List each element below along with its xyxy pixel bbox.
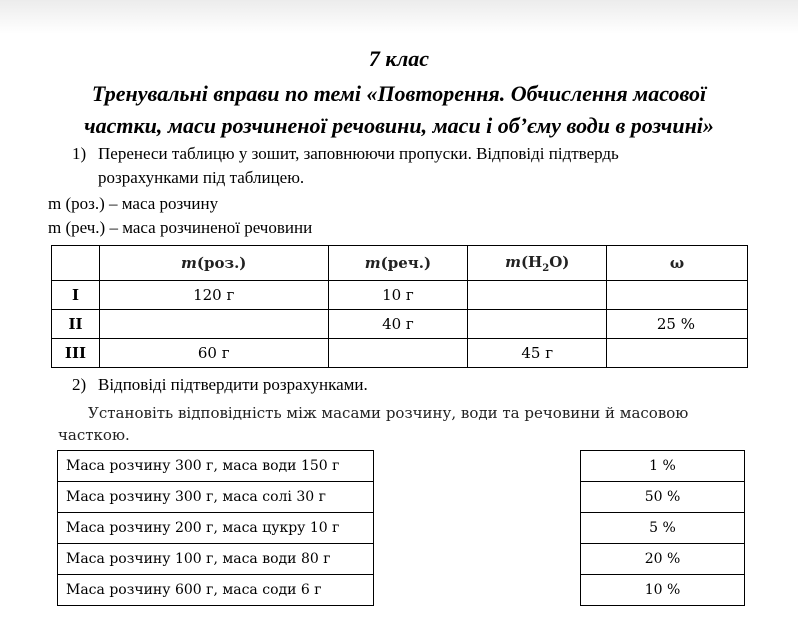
match-left-item: Маса розчину 600 г, маса соди 6 г xyxy=(58,575,374,606)
match-right-item: 5 % xyxy=(581,513,745,544)
table-row xyxy=(58,575,374,606)
title-line-1: Тренувальні вправи по темі «Повторення. Обчислення масової xyxy=(91,81,707,106)
task-1 xyxy=(72,142,619,190)
cell-solute: 40 г xyxy=(328,310,468,339)
header-mass-fraction: ω xyxy=(607,246,748,281)
cell-solution: 120 г xyxy=(99,281,328,310)
table-row xyxy=(58,513,374,544)
task-2-number: 2) xyxy=(72,375,87,394)
row-label: I xyxy=(52,281,100,310)
table-row xyxy=(581,513,745,544)
match-right-item: 10 % xyxy=(581,575,745,606)
cell-solution xyxy=(99,310,328,339)
table-row xyxy=(581,575,745,606)
table-row xyxy=(58,482,374,513)
grade-heading: 7 клас xyxy=(368,46,430,71)
row-label: III xyxy=(52,339,100,368)
match-right-item: 50 % xyxy=(581,482,745,513)
table-row xyxy=(52,339,748,368)
table-header-row xyxy=(52,246,748,281)
task-1-text-line1: Перенеси таблицю у зошит, заповнюючи пропуски. Відповіді підтвердь xyxy=(98,144,619,163)
table-row xyxy=(581,451,745,482)
matching-left-table xyxy=(57,450,374,606)
row-label: II xyxy=(52,310,100,339)
task-1-number: 1) xyxy=(72,144,87,163)
cell-solute xyxy=(328,339,468,368)
match-left-item: Маса розчину 300 г, маса солі 30 г xyxy=(58,482,374,513)
table-row xyxy=(52,281,748,310)
note-solution-mass: m (роз.) – маса розчину xyxy=(48,194,219,213)
page-top-shade xyxy=(0,0,798,34)
matching-instruction: Установіть відповідність між масами розчину, води та речовини й масовою часткою. xyxy=(58,404,689,444)
table-row xyxy=(58,451,374,482)
note-solute-mass: m (реч.) – маса розчиненої речовини xyxy=(48,218,313,237)
cell-water xyxy=(468,281,607,310)
calculation-table xyxy=(51,245,748,368)
header-solution-mass: m(роз.) xyxy=(99,246,328,281)
task-2-text: Відповіді підтвердити розрахунками. xyxy=(98,375,368,394)
task-2 xyxy=(72,373,368,397)
title-line-2: частки, маси розчиненої речовини, маси і об’єму води в розчині» xyxy=(84,113,714,138)
cell-water xyxy=(468,310,607,339)
match-left-item: Маса розчину 100 г, маса води 80 г xyxy=(58,544,374,575)
table-row xyxy=(52,310,748,339)
match-right-item: 1 % xyxy=(581,451,745,482)
header-solute-mass: m(реч.) xyxy=(328,246,468,281)
header-water-mass: $m(H_2O)$ xyxy=(468,246,607,281)
table-row xyxy=(581,544,745,575)
table-row xyxy=(581,482,745,513)
cell-fraction xyxy=(607,281,748,310)
match-left-item: Маса розчину 200 г, маса цукру 10 г xyxy=(58,513,374,544)
cell-fraction: 25 % xyxy=(607,310,748,339)
task-1-text-line2: розрахунками під таблицею. xyxy=(98,168,305,187)
header-empty-cell xyxy=(52,246,100,281)
cell-solution: 60 г xyxy=(99,339,328,368)
page-title xyxy=(30,78,768,142)
cell-fraction xyxy=(607,339,748,368)
cell-solute: 10 г xyxy=(328,281,468,310)
match-right-item: 20 % xyxy=(581,544,745,575)
match-left-item: Маса розчину 300 г, маса води 150 г xyxy=(58,451,374,482)
table-row xyxy=(58,544,374,575)
matching-right-table xyxy=(580,450,745,606)
cell-water: 45 г xyxy=(468,339,607,368)
